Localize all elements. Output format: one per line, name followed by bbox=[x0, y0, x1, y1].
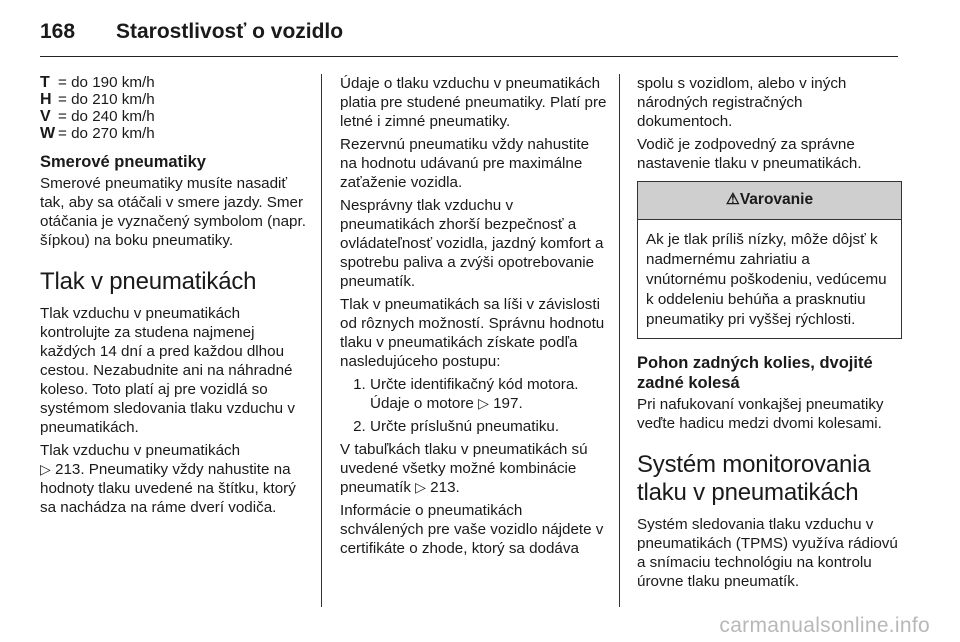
paragraph: Údaje o tlaku vzduchu v pneumatikách platia pre studené pneumatiky. Platí pre letné i zimné pneumatiky. bbox=[340, 75, 607, 130]
paragraph: Vodič je zodpovedný za správne nastavenie tlaku v pneumatikách. bbox=[637, 136, 862, 172]
speed-row: H = do 210 km/h bbox=[40, 91, 155, 108]
paragraph: Pri nafukovaní vonkajšej pneumatiky veďte hadicu medzi dvomi kolesami. bbox=[637, 396, 884, 432]
warning-text: Ak je tlak príliš nízky, môže dôjsť k nadmernému zahriatiu a vnútornému poškodeniu, vedúcemu k oddeleniu behúňa a prasknutiu pneumatiky pri vyššej rýchlosti. bbox=[646, 231, 887, 328]
page-header bbox=[40, 14, 343, 50]
warning-box bbox=[637, 181, 902, 339]
list-item: 2. Určte príslušnú pneumatiku. bbox=[370, 417, 608, 436]
page-reference[interactable]: 213 bbox=[55, 461, 81, 478]
speed-list bbox=[40, 74, 312, 142]
speed-row: W = do 270 km/h bbox=[40, 125, 155, 142]
heading-dual-rear-wheels: Pohon zadných kolies, dvojité zadné kolesá bbox=[637, 354, 873, 392]
page-reference-icon: ▷ bbox=[478, 395, 489, 411]
warning-title: Varovanie bbox=[739, 191, 814, 208]
paragraph: V tabuľkách tlaku v pneumatikách sú uvedené všetky možné kombinácie pneumatík ▷ 213. bbox=[340, 441, 588, 496]
watermark: carmanualsonline.info bbox=[719, 614, 930, 637]
paragraph: Systém sledovania tlaku vzduchu v pneumatikách (TPMS) využíva rádiovú a snímaciu technológiu na kontrolu úrovne tlaku pneumatík. bbox=[637, 516, 898, 590]
heading-tyre-pressure: Tlak v pneumatikách bbox=[40, 268, 257, 295]
heading-tpms: Systém monitorovania tlaku v pneumatikách bbox=[637, 451, 871, 506]
page-reference[interactable]: 213 bbox=[430, 479, 456, 496]
list-item: 1. Určte identifikačný kód motora. Údaje o motore ▷ 197. bbox=[370, 375, 608, 413]
page-reference[interactable]: 197 bbox=[493, 395, 519, 412]
column-2 bbox=[340, 74, 608, 562]
page-title: Starostlivosť o vozidlo bbox=[116, 20, 344, 43]
page-reference-icon: ▷ bbox=[415, 479, 426, 495]
header-divider bbox=[40, 56, 898, 57]
warning-triangle-icon: ⚠ bbox=[725, 191, 740, 208]
page-reference-icon: ▷ bbox=[40, 461, 51, 477]
column-divider-2 bbox=[619, 74, 620, 607]
paragraph: Tlak vzduchu v pneumatikách kontrolujte za studena najmenej každých 14 dní a pred každou dlhou cestou. Nezabudnite ani na náhradné koleso. Toto platí aj pre vozidlá so systémom sledovania tlaku vzduchu v pneumatikách. bbox=[40, 305, 295, 436]
column-1 bbox=[40, 74, 312, 521]
paragraph: Smerové pneumatiky musíte nasadiť tak, aby sa otáčali v smere jazdy. Smer otáčania je vyznačený symbolom (napr. šípkou) na boku pneumatiky. bbox=[40, 175, 306, 249]
page-number: 168 bbox=[40, 20, 76, 43]
column-3 bbox=[637, 74, 902, 595]
warning-header bbox=[638, 182, 901, 220]
paragraph: Tlak v pneumatikách sa líši v závislosti od rôznych možností. Správnu hodnotu tlaku v pneumatikách získate podľa nasledujúceho postupu: bbox=[340, 296, 605, 370]
paragraph: Nesprávny tlak vzduchu v pneumatikách zhorší bezpečnosť a ovládateľnosť vozidla, jazdný komfort a spotrebu paliva a zvýši opotrebovanie pneumatík. bbox=[340, 197, 604, 290]
column-divider-1 bbox=[321, 74, 322, 607]
paragraph: spolu s vozidlom, alebo v iných národných registračných dokumentoch. bbox=[637, 75, 847, 130]
heading-directional-tyres: Smerové pneumatiky bbox=[40, 153, 206, 171]
speed-row: V = do 240 km/h bbox=[40, 108, 155, 125]
steps-list bbox=[340, 375, 608, 436]
paragraph: Rezervnú pneumatiku vždy nahustite na hodnotu udávanú pre maximálne zaťaženie vozidla. bbox=[340, 136, 590, 191]
speed-row: T = do 190 km/h bbox=[40, 74, 155, 91]
paragraph: Tlak vzduchu v pneumatikách ▷ 213. Pneumatiky vždy nahustite na hodnoty tlaku uvedené na štítku, ktorý sa nachádza na ráme dverí vodiča. bbox=[40, 442, 296, 516]
paragraph: Informácie o pneumatikách schválených pre vaše vozidlo nájdete v certifikáte o zhode, ktorý sa dodáva bbox=[340, 502, 604, 557]
